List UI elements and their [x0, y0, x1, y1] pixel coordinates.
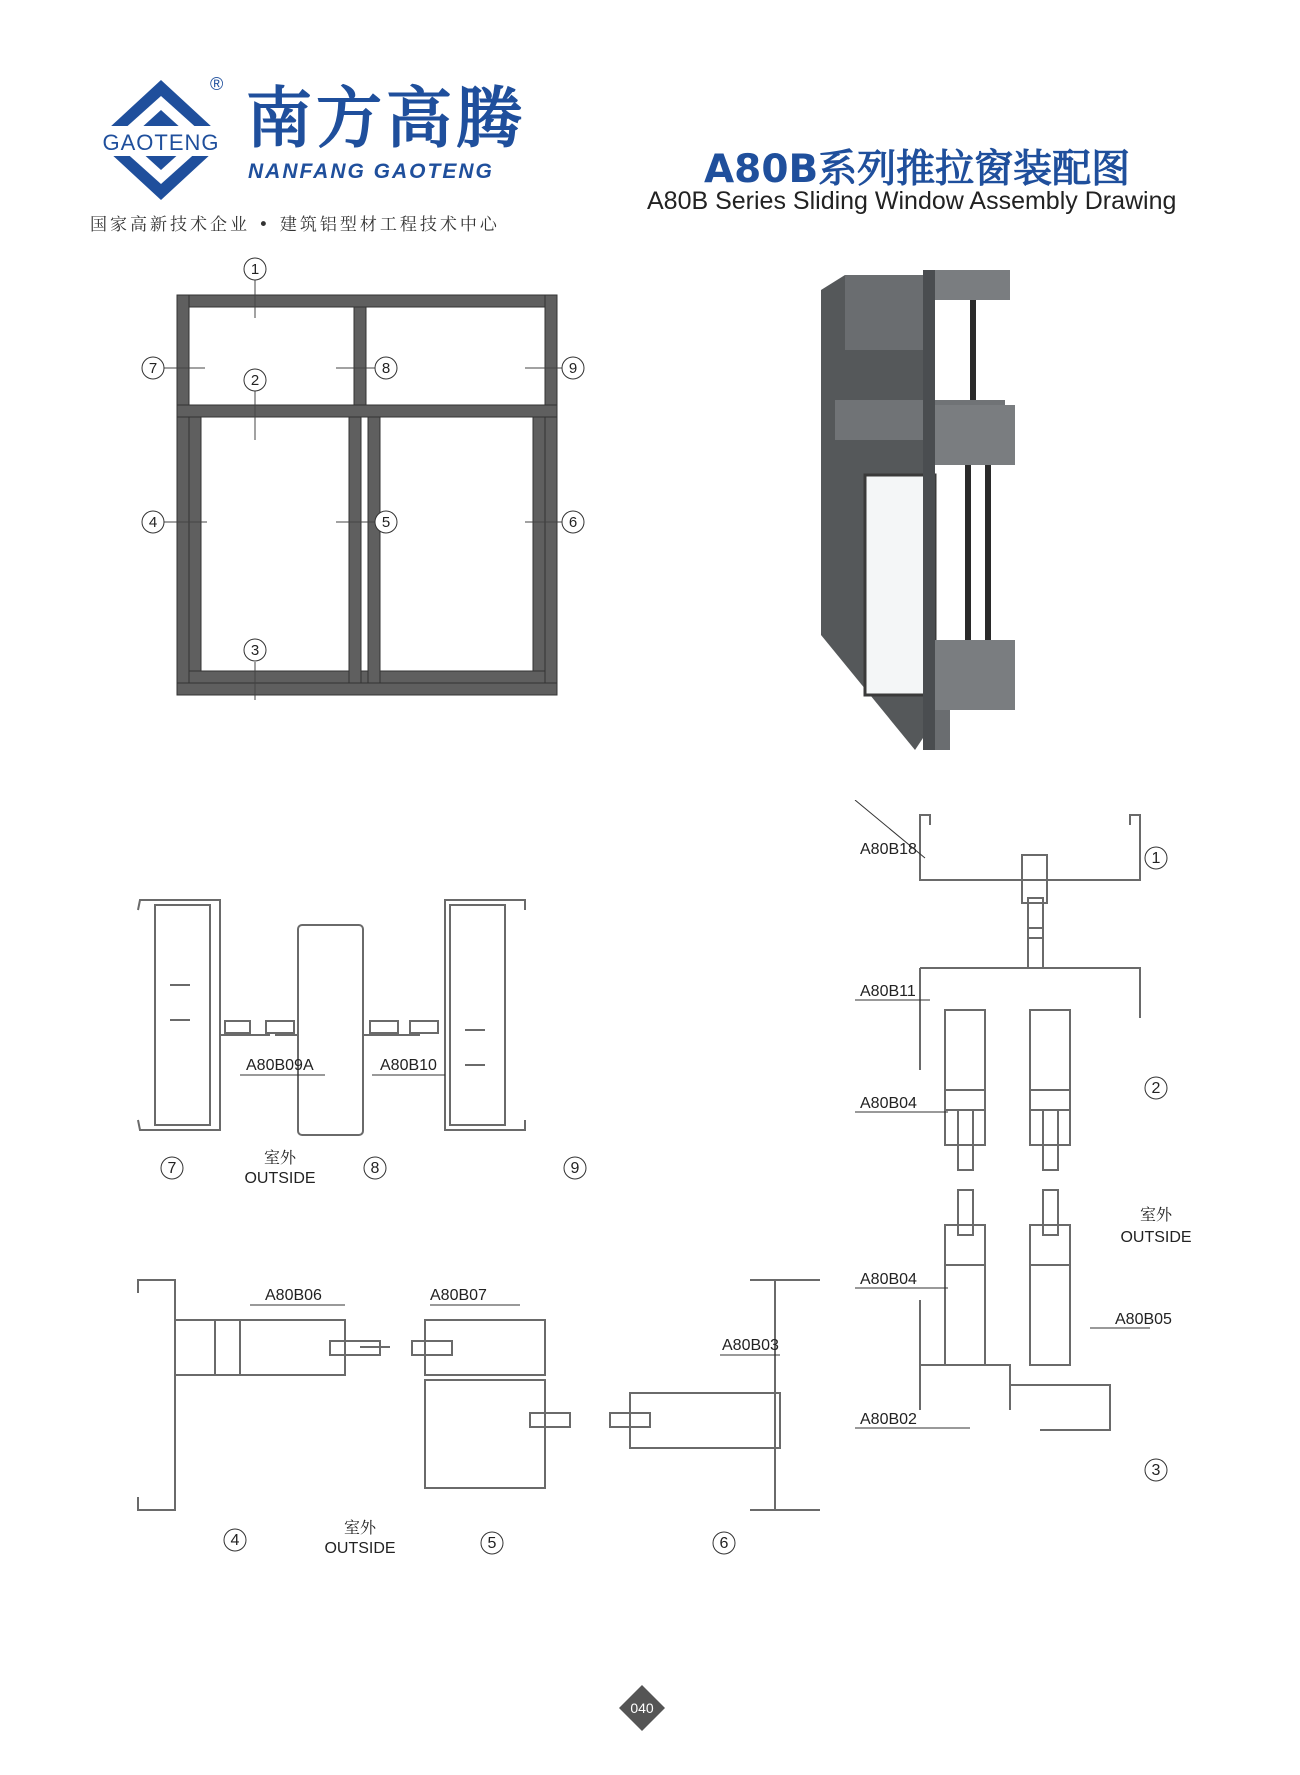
- marker-2: 2: [250, 372, 260, 389]
- marker-3: 3: [250, 642, 260, 659]
- label-a80b06: A80B06: [265, 1287, 322, 1304]
- vertical-marker-3: 3: [1151, 1462, 1161, 1479]
- marker-9: 9: [568, 360, 578, 377]
- label-a80b07: A80B07: [430, 1287, 487, 1304]
- marker-4: 4: [148, 514, 158, 531]
- logo-text: GAOTENG: [102, 130, 220, 155]
- vertical-outside-cn: 室外: [1139, 1207, 1173, 1224]
- sash-section-drawing: [120, 1265, 860, 1565]
- corner-3d-illustration: [815, 255, 1035, 755]
- jamb-outside-en: OUTSIDE: [244, 1170, 316, 1187]
- brand-logo: [86, 70, 236, 200]
- vertical-marker-2: 2: [1151, 1080, 1161, 1097]
- jamb-marker-7: 7: [167, 1160, 177, 1177]
- page-title-en: A80B Series Sliding Window Assembly Drawing: [647, 187, 1177, 215]
- label-a80b02: A80B02: [860, 1411, 917, 1428]
- sash-marker-5: 5: [487, 1535, 497, 1552]
- marker-6: 6: [568, 514, 578, 531]
- brand-name-en: NANFANG GAOTENG: [248, 160, 494, 183]
- vertical-outside-en: OUTSIDE: [1120, 1229, 1192, 1246]
- page-number: 040: [630, 1700, 654, 1716]
- page-number-badge: [617, 1683, 667, 1733]
- brand-tagline: 国家高新技术企业 • 建筑铝型材工程技术中心: [90, 215, 500, 235]
- sash-outside-en: OUTSIDE: [324, 1540, 396, 1557]
- sash-marker-6: 6: [719, 1535, 729, 1552]
- label-a80b04-lower: A80B04: [860, 1271, 917, 1288]
- page-title-cn: A80B系列推拉窗装配图: [704, 147, 1131, 192]
- marker-1: 1: [250, 261, 260, 278]
- registered-mark: ®: [210, 74, 224, 94]
- label-a80b10: A80B10: [380, 1057, 437, 1074]
- marker-5: 5: [381, 514, 391, 531]
- jamb-section-drawing: [120, 885, 640, 1205]
- marker-7: 7: [148, 360, 158, 377]
- label-a80b04-upper: A80B04: [860, 1095, 917, 1112]
- marker-8: 8: [381, 360, 391, 377]
- vertical-section-drawing: [850, 800, 1210, 1520]
- vertical-marker-1: 1: [1151, 850, 1161, 867]
- label-a80b05: A80B05: [1115, 1311, 1172, 1328]
- label-a80b03: A80B03: [722, 1337, 779, 1354]
- label-a80b09a: A80B09A: [246, 1057, 314, 1074]
- label-a80b18: A80B18: [860, 841, 917, 858]
- jamb-marker-8: 8: [370, 1160, 380, 1177]
- label-a80b11: A80B11: [860, 983, 916, 1000]
- jamb-outside-cn: 室外: [263, 1150, 297, 1167]
- sash-outside-cn: 室外: [343, 1520, 377, 1537]
- jamb-marker-9: 9: [570, 1160, 580, 1177]
- sash-marker-4: 4: [230, 1532, 240, 1549]
- brand-name-cn: 南方高腾: [246, 80, 526, 157]
- window-elevation: [120, 250, 620, 720]
